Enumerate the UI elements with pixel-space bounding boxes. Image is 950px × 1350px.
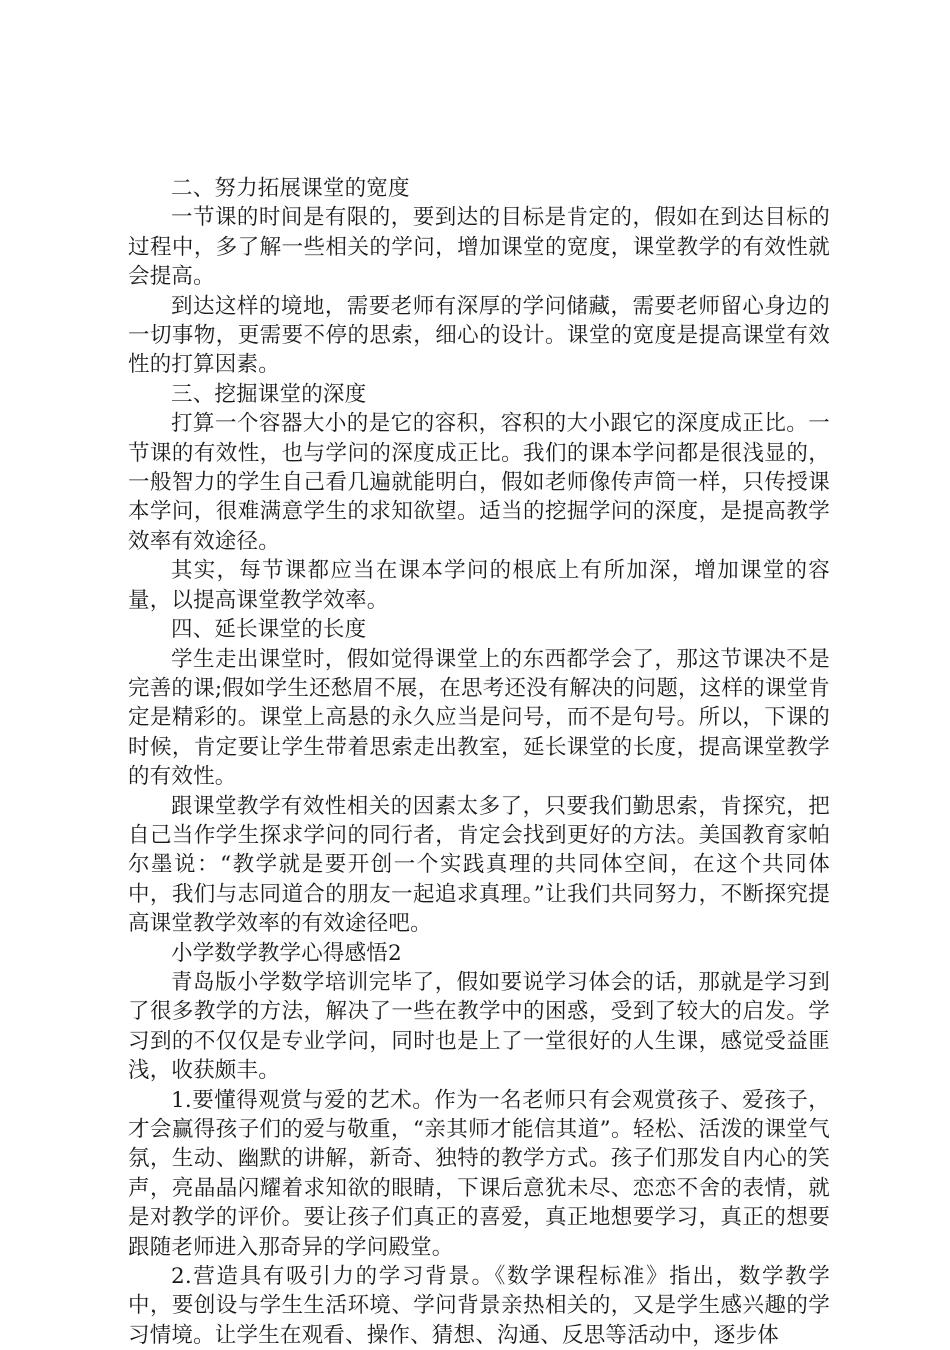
section-title: 小学数学教学心得感悟2 [171, 940, 402, 966]
heading-broaden-width: 二、努力拓展课堂的宽度 [171, 176, 410, 201]
paragraph: 跟课堂教学有效性相关的因素太多了，只要我们勤思索，肯探究，把自己当作学生探求学问的同行者，肯定会找到更好的方法。美国教育家帕尔墨说：“教学就是要开创一个实践真理的共同体空间，在这个共同体中，我们与志同道合的朋友一起追求真理。”让我们共同努力，不断探究提高课堂教学效率的有效途径吧。 [128, 793, 830, 937]
paragraph: 到达这样的境地，需要老师有深厚的学问储藏，需要老师留心身边的一切事物，更需要不停的思索，细心的设计。课堂的宽度是提高课堂有效性的打算因素。 [128, 293, 830, 378]
paragraph: 青岛版小学数学培训完毕了，假如要说学习体会的话，那就是学习到了很多教学的方法，解决了一些在教学中的困惑，受到了较大的启发。学习到的不仅仅是专业学问，同时也是上了一堂很好的人生课，感觉受益匪浅，收获颇丰。 [128, 969, 830, 1084]
heading-extend-length: 四、延长课堂的长度 [171, 617, 367, 643]
paragraph: 1.要懂得观赏与爱的艺术。作为一名老师只有会观赏孩子、爱孩子，才会赢得孩子们的爱与敬重，“亲其师才能信其道”。轻松、活泼的课堂气氛，生动、幽默的讲解，新奇、独特的教学方式。孩子们那发自内心的笑声，亮晶晶闪耀着求知欲的眼睛，下课后意犹未尽、恋恋不舍的表情，就是对教学的评价。要让孩子们真正的喜爱，真正地想要学习，真正的想要跟随老师进入那奇异的学问殿堂。 [128, 1087, 830, 1260]
paragraph: 一节课的时间是有限的，要到达的目标是肯定的，假如在到达目标的过程中，多了解一些相关的学问，增加课堂的宽度，课堂教学的有效性就会提高。 [128, 205, 830, 290]
paragraph: 学生走出课堂时，假如觉得课堂上的东西都学会了，那这节课决不是完善的课;假如学生还愁眉不展，在思考还没有解决的问题，这样的课堂肯定是精彩的。课堂上高悬的永久应当是问号，而不是句号。所以，下课的时候，肯定要让学生带着思索走出教室，延长课堂的长度，提高课堂教学的有效性。 [128, 646, 830, 790]
heading-dig-depth: 三、挖掘课堂的深度 [171, 381, 367, 407]
paragraph: 2.营造具有吸引力的学习背景。《数学课程标准》指出，数学教学中，要创设与学生生活环境、学问背景亲热相关的，又是学生感兴趣的学习情境。让学生在观看、操作、猜想、沟通、反思等活动中，逐步体 [128, 1264, 830, 1348]
paragraph: 打算一个容器大小的是它的容积，容积的大小跟它的深度成正比。一节课的有效性，也与学问的深度成正比。我们的课本学问都是很浅显的，一般智力的学生自己看几遍就能明白，假如老师像传声筒一样，只传授课本学问，很难满意学生的求知欲望。适当的挖掘学问的深度，是提高教学效率有效途径。 [128, 411, 830, 554]
paragraph: 其实，每节课都应当在课本学问的根底上有所加深，增加课堂的容量，以提高课堂教学效率。 [128, 558, 830, 613]
document-body [128, 174, 830, 1350]
